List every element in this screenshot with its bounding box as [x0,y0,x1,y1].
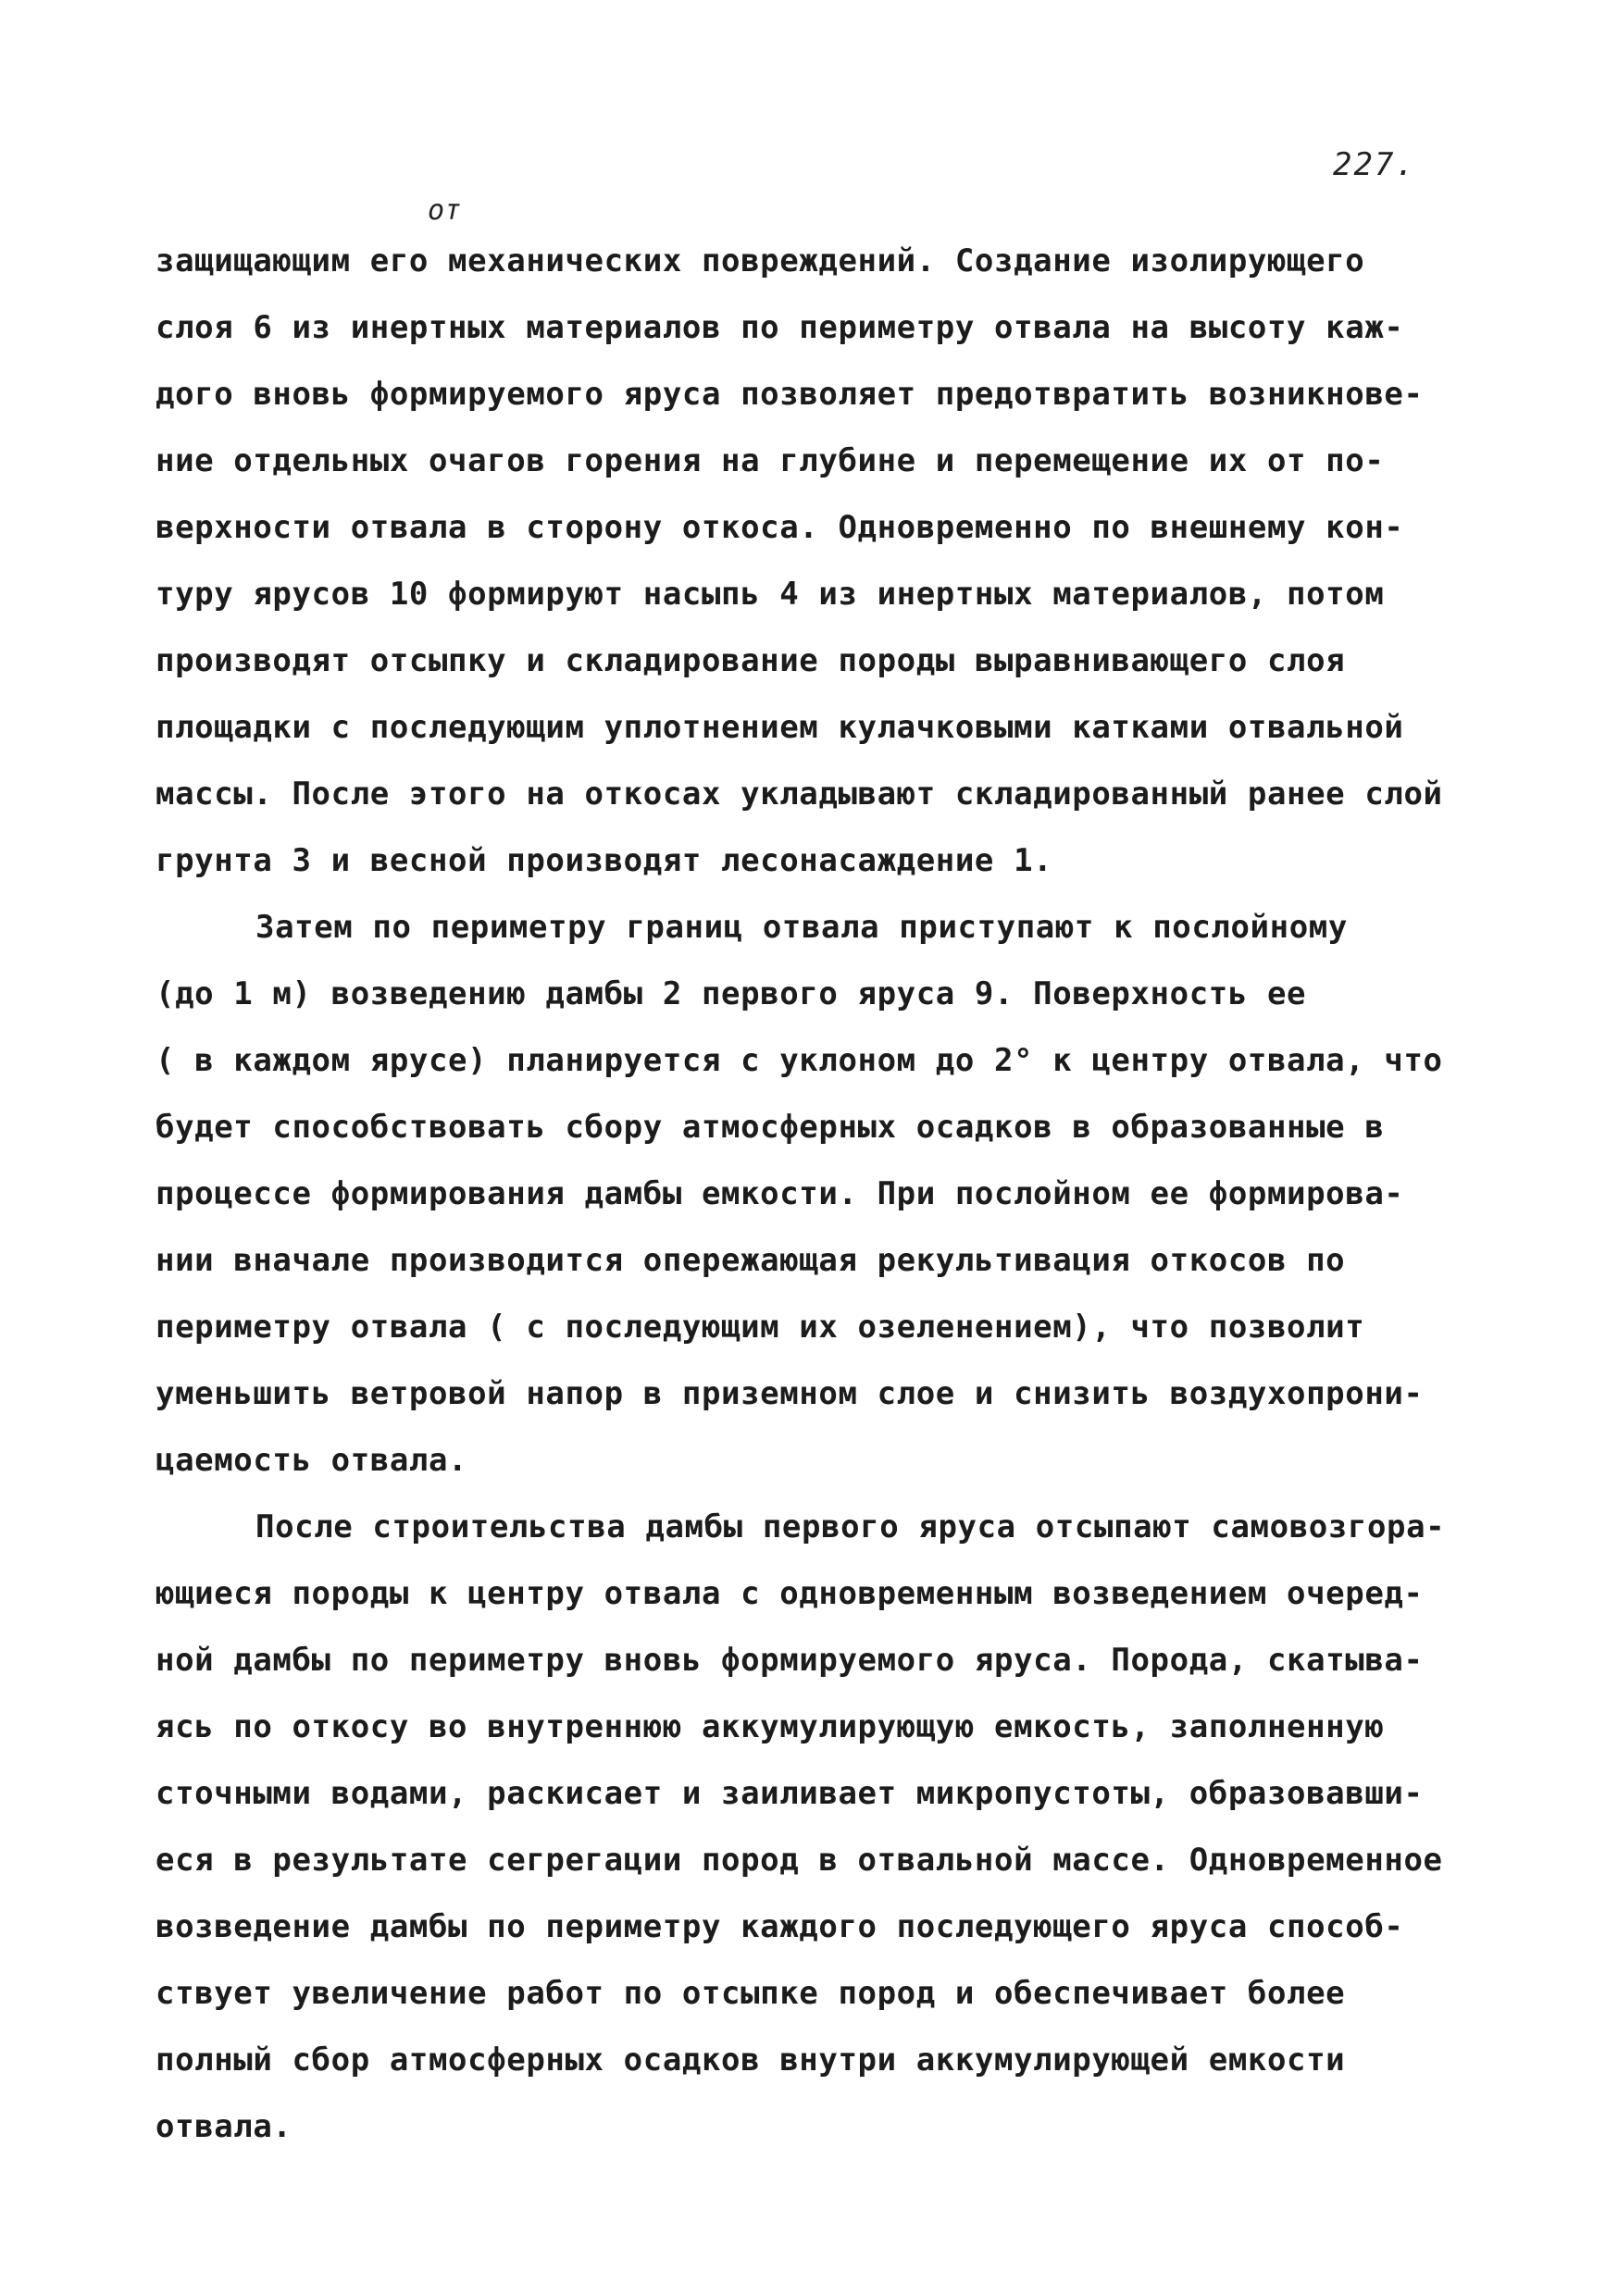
text-line: ной дамбы по периметру вновь формируемого яруса. Порода, скатыва- [156,1642,1424,1679]
text-line: ( в каждом ярусе) планируется с уклоном до 2° к центру отвала, что [156,1042,1443,1079]
text-line: отвала. [156,2108,292,2145]
text-line: защищающим его механических повреждений. Создание изолирующего [156,242,1365,279]
text-line: верхности отвала в сторону откоса. Одновременно по внешнему кон- [156,509,1404,546]
text-line: ствует увеличение работ по отсыпке пород и обеспечивает более [156,1975,1346,2012]
text-line: сточными водами, раскисает и заиливает микропустоты, образовавши- [156,1775,1424,1812]
text-line: процессе формирования дамбы емкости. При послойном ее формирова- [156,1175,1404,1212]
text-line: уменьшить ветровой напор в приземном слое и снизить воздухопрони- [156,1375,1424,1412]
text-line: цаемость отвала. [156,1442,468,1479]
text-line: полный сбор атмосферных осадков внутри аккумулирующей емкости [156,2042,1346,2079]
text-line: массы. После этого на откосах укладывают складированный ранее слой [156,776,1443,813]
text-line: слоя 6 из инертных материалов по периметру отвала на высоту каж- [156,309,1404,346]
text-line: возведение дамбы по периметру каждого последующего яруса способ- [156,1908,1404,1945]
text-line: ние отдельных очагов горения на глубине и перемещение их от по- [156,442,1385,479]
handwritten-insertion: от [428,194,462,227]
text-line: площадки с последующим уплотнением кулачковыми катками отвальной [156,709,1404,746]
text-line: периметру отвала ( с последующим их озеленением), что позволит [156,1309,1365,1346]
text-line: будет способствовать сбору атмосферных осадков в образованные в [156,1109,1385,1146]
text-line: туру ярусов 10 формируют насыпь 4 из инертных материалов, потом [156,576,1385,613]
text-line: (до 1 м) возведению дамбы 2 первого яруса 9. Поверхность ее [156,975,1307,1012]
text-line: ясь по откосу во внутреннюю аккумулирующую емкость, заполненную [156,1708,1385,1745]
text-line: дого вновь формируемого яруса позволяет предотвратить возникнове- [156,376,1424,413]
text-line: еся в результате сегрегации пород в отвальной массе. Одновременное [156,1842,1443,1879]
text-line: ющиеся породы к центру отвала с одновременным возведением очеред- [156,1575,1424,1612]
text-line: После строительства дамбы первого яруса отсыпают самовозгора- [255,1508,1446,1545]
text-line: нии вначале производится опережающая рекультивация откосов по [156,1242,1346,1279]
text-line: производят отсыпку и складирование породы выравнивающего слоя [156,642,1346,679]
text-line: грунта 3 и весной производят лесонасаждение 1. [156,842,1053,879]
text-line: Затем по периметру границ отвала приступают к послойному [255,909,1348,946]
page-number: 227. [1333,146,1416,183]
